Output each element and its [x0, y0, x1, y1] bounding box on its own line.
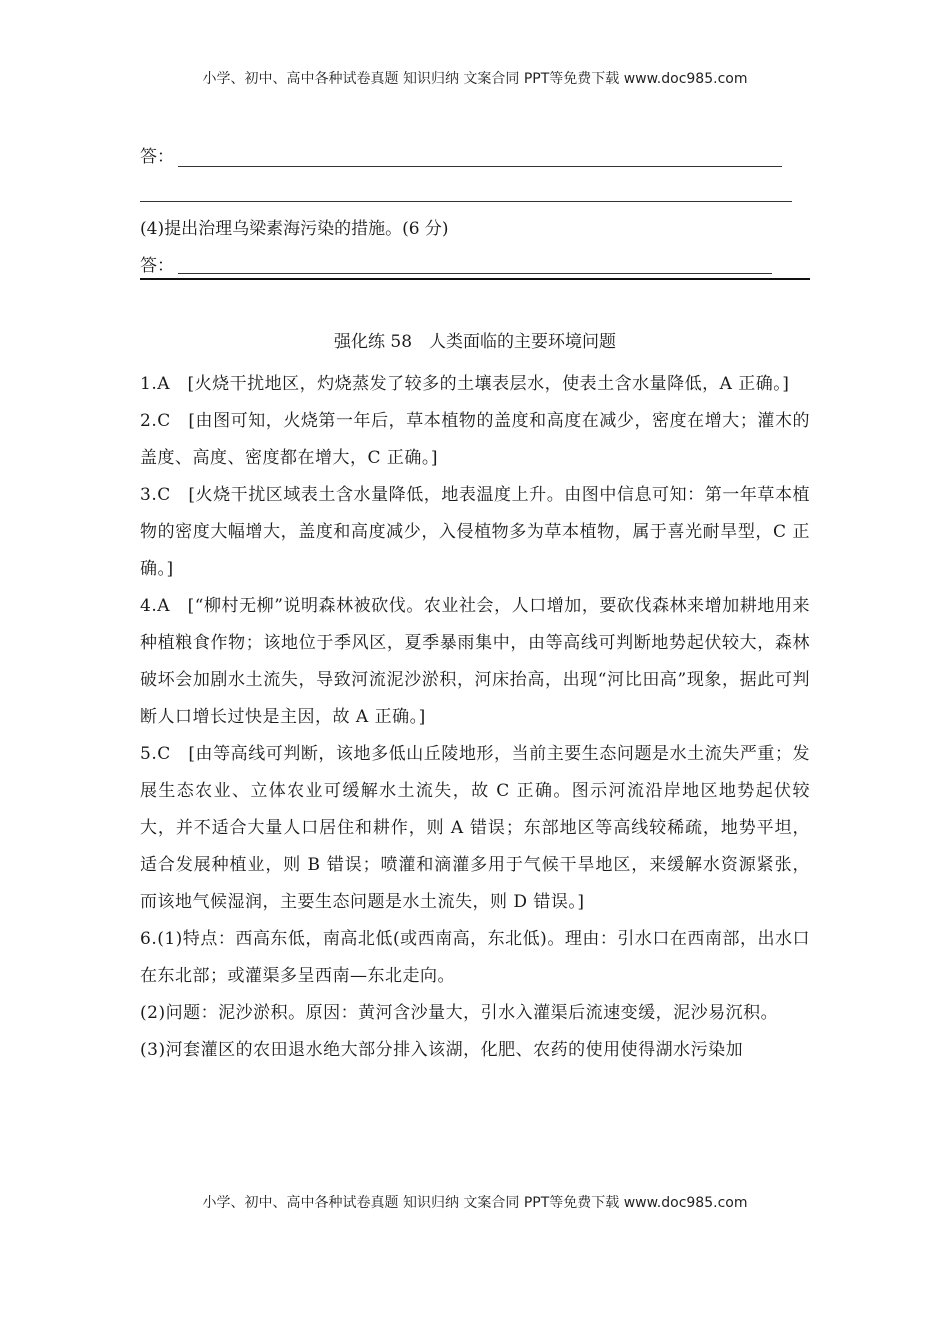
answer-blank-1[interactable]: [178, 166, 782, 167]
answer-line-2: [140, 254, 174, 278]
answer-key: [140, 366, 810, 1069]
page-footer: 小学、初中、高中各种试卷真题 知识归纳 文案合同 PPT等免费下载 www.doc985.com: [202, 1195, 748, 1211]
answer-item-6-1: 6.(1)特点：西高东低，南高北低(或西南高，东北低)。理由：引水口在西南部，出水口在东北部；或灌渠多呈西南—东北走向。: [140, 929, 810, 986]
answer-blank-3[interactable]: [178, 273, 772, 274]
answer-line-1: [140, 145, 174, 169]
answer-label: 答：: [140, 147, 174, 167]
answer-item-1: 1.A [火烧干扰地区，灼烧蒸发了较多的土壤表层水，使表土含水量降低，A 正确。]: [140, 374, 790, 394]
section-title: 强化练 58 人类面临的主要环境问题: [333, 332, 617, 352]
answer-blank-2[interactable]: [140, 201, 792, 202]
answer-item-4: 4.A [“柳村无柳”说明森林被砍伐。农业社会，人口增加，要砍伐森林来增加耕地用来种植粮食作物；该地位于季风区，夏季暴雨集中，由等高线可判断地势起伏较大，森林破坏会加剧水土流失，导致河流泥沙淤积，河床抬高，出现“河比田高”现象，据此可判断人口增长过快是主因，故 A 正确。]: [140, 596, 810, 727]
answer-label: 答：: [140, 256, 174, 276]
section-divider: [140, 278, 810, 280]
question-4: (4)提出治理乌梁素海污染的措施。(6 分): [140, 219, 449, 239]
answer-item-5: 5.C [由等高线可判断，该地多低山丘陵地形，当前主要生态问题是水土流失严重；发展生态农业、立体农业可缓解水土流失，故 C 正确。图示河流沿岸地区地势起伏较大，并不适合大量人口居住和耕作，则 A 错误；东部地区等高线较稀疏，地势平坦，适合发展种植业，则 B 错误；喷灌和滴灌多用于气候干旱地区，来缓解水资源紧张，而该地气候湿润，主要生态问题是水土流失，则 D 错误。]: [140, 744, 810, 912]
answer-item-2: 2.C [由图可知，火烧第一年后，草本植物的盖度和高度在减少，密度在增大；灌木的盖度、高度、密度都在增大，C 正确。]: [140, 411, 810, 468]
answer-item-6-3: (3)河套灌区的农田退水绝大部分排入该湖，化肥、农药的使用使得湖水污染加: [140, 1040, 744, 1060]
page-header: 小学、初中、高中各种试卷真题 知识归纳 文案合同 PPT等免费下载 www.doc985.com: [202, 71, 748, 87]
answer-item-6-2: (2)问题：泥沙淤积。原因：黄河含沙量大，引水入灌渠后流速变缓，泥沙易沉积。: [140, 1003, 779, 1023]
answer-item-3: 3.C [火烧干扰区域表土含水量降低，地表温度上升。由图中信息可知：第一年草本植物的密度大幅增大，盖度和高度减少，入侵植物多为草本植物，属于喜光耐旱型，C 正确。]: [140, 485, 810, 579]
